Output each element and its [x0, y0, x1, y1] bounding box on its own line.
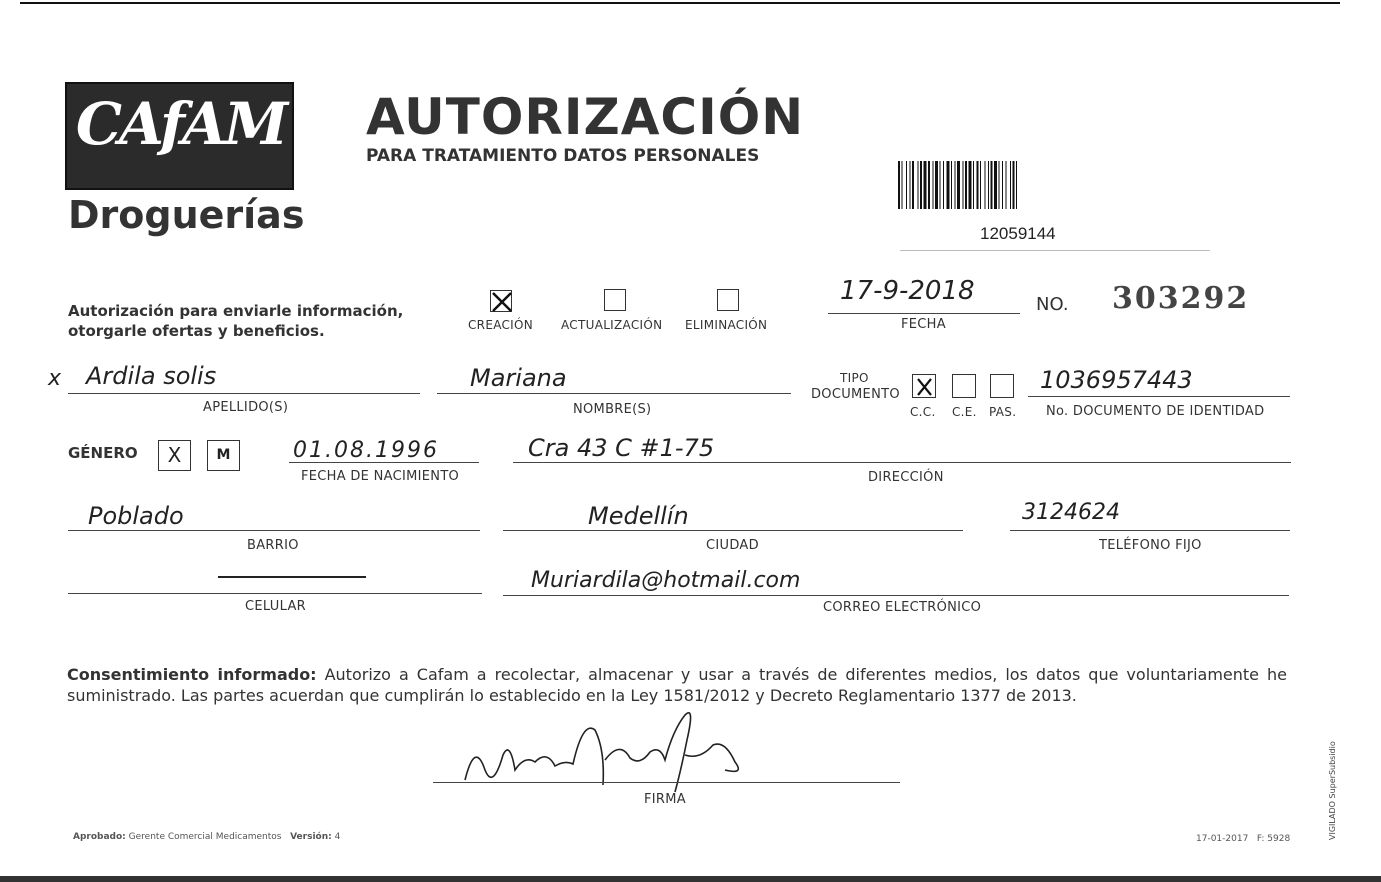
barcode-bar	[902, 161, 903, 209]
footer-form-code: F: 5928	[1256, 834, 1291, 844]
genero-f-box[interactable]: X	[158, 440, 191, 471]
nombres-line	[437, 393, 791, 394]
telefono-value[interactable]: 3124624	[1022, 500, 1120, 525]
check-x-icon	[491, 291, 513, 313]
barcode-bar	[1016, 161, 1017, 209]
documento-line	[1028, 396, 1290, 397]
genero-label: GÉNERO	[68, 444, 138, 462]
fecha-nacimiento-label: FECHA DE NACIMIENTO	[301, 469, 460, 484]
barcode-bar	[906, 161, 907, 209]
barcode-bar	[910, 161, 911, 209]
barcode-bar	[947, 161, 950, 209]
ciudad-value[interactable]: Medellín	[588, 502, 689, 530]
tipo-documento-label-1: TIPO	[840, 371, 869, 385]
barcode-bar	[988, 161, 989, 209]
footer-version-value: 4	[334, 832, 341, 842]
direccion-line	[513, 462, 1291, 463]
barcode-bar	[1006, 161, 1007, 209]
correo-line	[503, 595, 1289, 596]
firma-line	[433, 782, 900, 783]
check-x-icon	[913, 375, 937, 399]
direccion-label: DIRECCIÓN	[868, 470, 944, 485]
no-label: NO.	[1036, 294, 1069, 315]
barcode-bar	[912, 161, 914, 209]
footer-aprobado-value: Gerente Comercial Medicamentos	[128, 832, 282, 842]
celular-line	[68, 593, 482, 594]
label-ce: C.E.	[952, 405, 977, 419]
barcode-divider	[900, 250, 1210, 251]
celular-label: CELULAR	[245, 599, 306, 614]
checkbox-pas[interactable]	[990, 374, 1014, 398]
checkbox-cc[interactable]	[912, 374, 936, 398]
fecha-line	[828, 313, 1020, 314]
barcode-bar	[963, 161, 964, 209]
direccion-value[interactable]: Cra 43 C #1-75	[528, 434, 715, 462]
label-pas: PAS.	[989, 405, 1017, 419]
signature-scribble	[455, 700, 755, 800]
tipo-documento-label-2: DOCUMENTO	[811, 387, 900, 402]
barcode-bar	[1002, 161, 1003, 209]
checkbox-creacion[interactable]	[490, 290, 512, 312]
genero-m-box[interactable]: M	[207, 440, 240, 471]
barcode-bar	[977, 161, 979, 209]
checkbox-actualizacion[interactable]	[604, 289, 626, 311]
checkbox-ce[interactable]	[952, 374, 976, 398]
barrio-line	[68, 530, 480, 531]
barcode	[898, 161, 1120, 209]
barcode-bar	[957, 161, 960, 209]
barcode-bar	[994, 161, 997, 209]
consent-text: Autorizo a Cafam a recolectar, almacenar y usar a través de diferentes medios, los datos que voluntariamente he suministrado. Las partes acuerdan que cumplirán lo establecido en la Ley 1581/2012 y Decreto Reglamentario 1377 de 2013.	[67, 665, 1288, 705]
scan-edge-top	[20, 2, 1340, 4]
barcode-bar	[965, 161, 967, 209]
telefono-label: TELÉFONO FIJO	[1099, 538, 1202, 553]
barcode-bar	[969, 161, 972, 209]
barcode-bar	[920, 161, 922, 209]
barcode-bar	[1010, 161, 1011, 209]
barcode-bar	[973, 161, 974, 209]
barcode-bar	[943, 161, 944, 209]
ciudad-label: CIUDAD	[706, 538, 759, 553]
firma-label: FIRMA	[644, 792, 686, 807]
barcode-bar	[955, 161, 956, 209]
barrio-value[interactable]: Poblado	[88, 502, 184, 530]
fecha-label: FECHA	[901, 317, 946, 332]
barcode-bar	[918, 161, 919, 209]
barcode-bar	[991, 161, 993, 209]
fecha-nacimiento-line	[289, 462, 479, 463]
consent-heading: Consentimiento informado:	[67, 665, 317, 684]
apellidos-line	[68, 393, 420, 394]
apellidos-label: APELLIDO(S)	[203, 400, 289, 415]
margin-mark: x	[48, 366, 62, 391]
barcode-number: 12059144	[980, 224, 1056, 243]
nombres-label: NOMBRE(S)	[573, 402, 652, 417]
form-number: 303292	[1112, 281, 1250, 316]
footer-aprobado-label: Aprobado:	[73, 832, 126, 842]
checkbox-eliminacion[interactable]	[717, 289, 739, 311]
barcode-bar	[933, 161, 934, 209]
correo-label: CORREO ELECTRÓNICO	[823, 600, 982, 615]
documento-value[interactable]: 1036957443	[1040, 366, 1193, 394]
barcode-bar	[928, 161, 930, 209]
barrio-label: BARRIO	[247, 538, 299, 553]
barcode-bar	[951, 161, 952, 209]
footer-date: 17-01-2017	[1196, 834, 1249, 844]
label-eliminacion: ELIMINACIÓN	[685, 318, 768, 332]
barcode-bar	[999, 161, 1000, 209]
barcode-bar	[924, 161, 927, 209]
authorization-text	[68, 301, 403, 341]
label-cc: C.C.	[910, 405, 936, 419]
barcode-bar	[980, 161, 981, 209]
documento-label: No. DOCUMENTO DE IDENTIDAD	[1046, 404, 1265, 419]
authorization-text-line2: otorgarle ofertas y beneficios.	[68, 322, 325, 340]
barcode-bar	[935, 161, 938, 209]
page-subtitle: PARA TRATAMIENTO DATOS PERSONALES	[366, 146, 760, 166]
barcode-bar	[898, 161, 900, 209]
fecha-nacimiento-value[interactable]: 01.08.1996	[293, 438, 439, 463]
brand-subname: Droguerías	[68, 193, 305, 237]
apellidos-value[interactable]: Ardila solis	[86, 362, 217, 390]
barcode-bar	[1013, 161, 1015, 209]
nombres-value[interactable]: Mariana	[470, 364, 567, 392]
authorization-text-line1: Autorización para enviarle información,	[68, 302, 404, 320]
page-title: AUTORIZACIÓN	[366, 88, 805, 146]
telefono-line	[1010, 530, 1290, 531]
footer-version-label: Versión:	[290, 832, 332, 842]
ciudad-line	[503, 530, 963, 531]
footer-approval	[73, 832, 340, 842]
celular-dash	[218, 576, 366, 578]
fecha-value[interactable]: 17-9-2018	[840, 276, 975, 306]
correo-value[interactable]: Muriardila@hotmail.com	[531, 568, 801, 593]
barcode-bar	[985, 161, 986, 209]
label-actualizacion: ACTUALIZACIÓN	[561, 318, 663, 332]
barcode-bar	[940, 161, 941, 209]
brand-logo-text: CAfAM	[75, 90, 286, 158]
footer-date-code	[1196, 834, 1290, 844]
scan-edge-bottom	[0, 876, 1381, 882]
label-creacion: CREACIÓN	[468, 318, 534, 332]
footer-vertical-text: VIGILADO SuperSubsidio	[1328, 741, 1337, 840]
